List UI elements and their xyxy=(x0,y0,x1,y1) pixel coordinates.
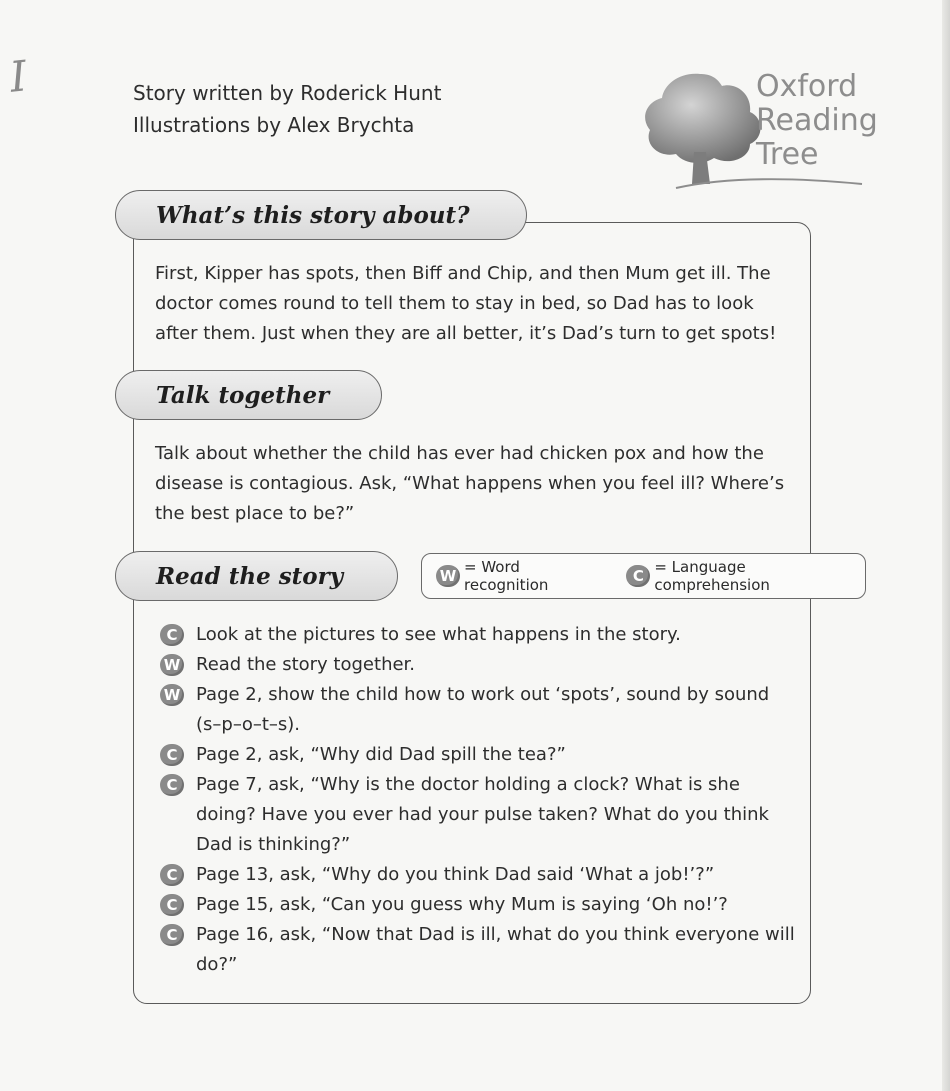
step-type-icon: C xyxy=(160,924,184,946)
logo-line-oxford: Oxford xyxy=(756,69,858,104)
list-item xyxy=(160,920,800,980)
step-text: Page 16, ask, “Now that Dad is ill, what do you think everyone will do?” xyxy=(196,924,795,975)
list-item xyxy=(160,740,800,770)
step-text: Page 2, ask, “Why did Dad spill the tea?” xyxy=(196,744,566,765)
step-text: Page 13, ask, “Why do you think Dad said ‘What a job!’?” xyxy=(196,864,715,885)
legend-box xyxy=(421,553,866,599)
step-type-icon: C xyxy=(160,624,184,646)
legend-comprehension-label: = Language comprehension xyxy=(654,558,770,594)
author-credit: Story written by Roderick Hunt xyxy=(133,81,442,105)
list-item xyxy=(160,650,800,680)
list-item xyxy=(160,860,800,890)
step-text: Page 2, show the child how to work out ‘spots’, sound by sound (s–p–o–t–s). xyxy=(196,684,770,735)
word-recognition-icon: W xyxy=(436,565,460,587)
step-type-icon: C xyxy=(160,744,184,766)
step-text: Look at the pictures to see what happens in the story. xyxy=(196,624,681,645)
logo-line-tree: Tree xyxy=(756,137,819,172)
about-heading: What’s this story about? xyxy=(115,190,527,240)
list-item xyxy=(160,770,800,860)
list-item xyxy=(160,680,800,740)
step-text: Page 15, ask, “Can you guess why Mum is saying ‘Oh no!’? xyxy=(196,894,728,915)
reading-steps-list xyxy=(160,620,800,980)
about-text: First, Kipper has spots, then Biff and Chip, and then Mum get ill. The doctor comes round to tell them to stay in bed, so Dad has to look after them. Just when they are all better, it’s Dad’s turn to get spots! xyxy=(155,263,777,344)
list-item xyxy=(160,890,800,920)
step-text: Read the story together. xyxy=(196,654,416,675)
step-type-icon: W xyxy=(160,654,184,676)
oxford-reading-tree-logo xyxy=(756,70,878,172)
step-type-icon: C xyxy=(160,864,184,886)
step-type-icon: C xyxy=(160,894,184,916)
language-comprehension-icon: C xyxy=(626,565,650,587)
step-text: Page 7, ask, “Why is the doctor holding a clock? What is she doing? Have you ever had your pulse taken? What do you think Dad is thinking?” xyxy=(196,774,769,855)
credits xyxy=(133,77,441,141)
logo-line-reading: Reading xyxy=(756,103,878,138)
legend-word-label: = Word recognition xyxy=(464,558,549,594)
step-type-icon: C xyxy=(160,774,184,796)
read-heading: Read the story xyxy=(115,551,398,601)
illustrator-credit: Illustrations by Alex Brychta xyxy=(133,113,415,137)
talk-text: Talk about whether the child has ever had chicken pox and how the disease is contagious. Ask, “What happens when you feel ill? Where’s the best place to be?” xyxy=(155,443,785,524)
handwritten-mark: I xyxy=(7,51,30,102)
page-edge xyxy=(942,0,950,1091)
talk-heading: Talk together xyxy=(115,370,382,420)
step-type-icon: W xyxy=(160,684,184,706)
list-item xyxy=(160,620,800,650)
